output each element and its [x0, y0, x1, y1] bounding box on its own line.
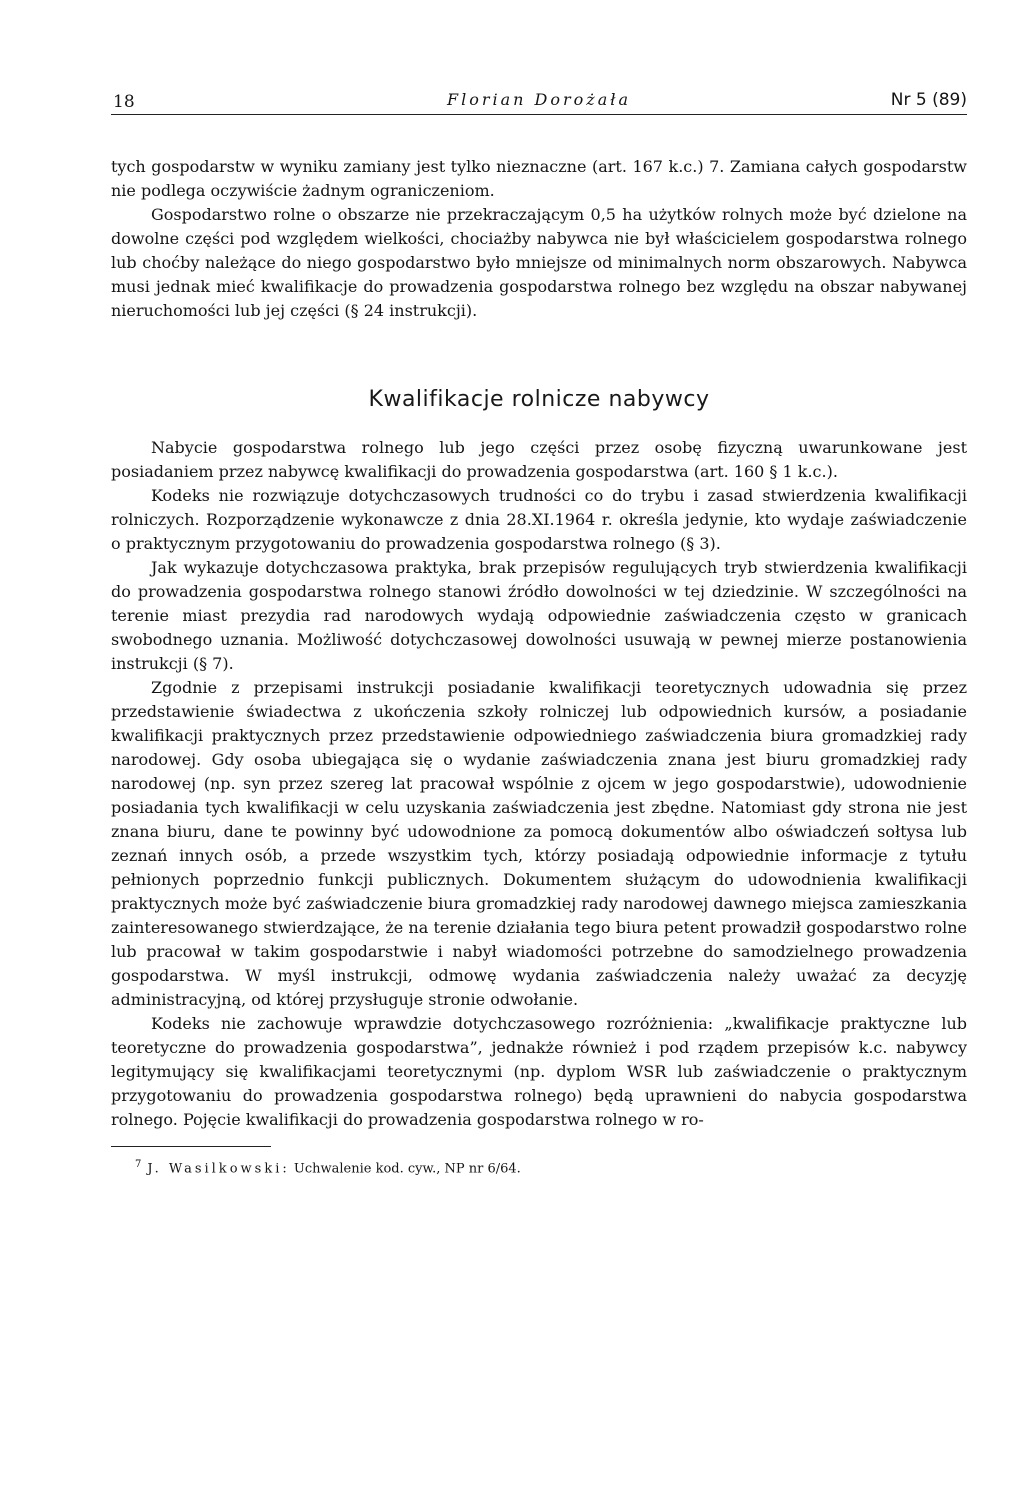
page — [111, 88, 967, 1179]
footnote-author: J. Wasilkowski: — [147, 1161, 290, 1177]
paragraph: Jak wykazuje dotychczasowa praktyka, brak przepisów regulujących tryb stwierdzenia kwalifikacji do prowadzenia gospodarstwa rolnego stanowi źródło dowolności w tej dziedzinie. W szczególności na terenie miast prezydia rad narodowych wydają odpowiednie zaświadczenia często w granicach swobodnego uznania. Możliwość dotychczasowej dowolności usuwają w pewnej mierze postanowienia instrukcji (§ 7). — [111, 558, 967, 673]
footnote-text: Uchwalenie kod. cyw., NP nr 6/64. — [293, 1161, 521, 1177]
running-head — [111, 88, 967, 115]
paragraph: Nabycie gospodarstwa rolnego lub jego części przez osobę fizyczną uwarunkowane jest posiadaniem przez nabywcę kwalifikacji do prowadzenia gospodarstwa (art. 160 § 1 k.c.). — [111, 438, 967, 481]
page-number: 18 — [113, 92, 135, 112]
paragraph: Kodeks nie rozwiązuje dotychczasowych trudności co do trybu i zasad stwierdzenia kwalifikacji rolniczych. Rozporządzenie wykonawcze z dnia 28.XI.1964 r. określa jedynie, kto wydaje zaświadczenie o praktycznym przygotowaniu do prowadzenia gospodarstwa rolnego (§ 3). — [111, 486, 967, 553]
running-head-author: Florian Dorożała — [447, 90, 631, 109]
paragraph: Kodeks nie zachowuje wprawdzie dotychczasowego rozróżnienia: „kwalifikacje praktyczne lub teoretyczne do prowadzenia gospodarstwa”, jednakże również i pod rządem przepisów k.c. nabywcy legitymujący się kwalifikacjami teoretycznymi (np. dyplom WSR lub zaświadczenie o praktycznym przygotowaniu do prowadzenia gospodarstwa rolnego) będą uprawnieni do nabycia gospodarstwa rolnego. Pojęcie kwalifikacji do prowadzenia gospodarstwa rolnego w ro- — [111, 1014, 967, 1129]
paragraph: Zgodnie z przepisami instrukcji posiadanie kwalifikacji teoretycznych udowadnia się przez przedstawienie świadectwa z ukończenia szkoły rolniczej lub odpowiednich kursów, a posiadanie kwalifikacji praktycznych przez przedstawienie odpowiedniego zaświadczenia biura gromadzkiej rady narodowej. Gdy osoba ubiegająca się o wydanie zaświadczenia znana jest biuru gromadzkiej rady narodowej (np. syn przez szereg lat pracował wspólnie z ojcem w jego gospodarstwie), udowodnienie posiadania tych kwalifikacji w celu uzyskania zaświadczenia jest zbędne. Natomiast gdy strona nie jest znana biuru, dane te powinny być udowodnione za pomocą dokumentów albo oświadczeń sołtysa lub zeznań innych osób, a przede wszystkim tych, którzy posiadają odpowiednie informacje z tytułu pełnionych poprzednio funkcji publicznych. Dokumentem służącym do udowodnienia kwalifikacji praktycznych może być zaświadczenie biura gromadzkiej rady narodowej dawnego miejsca zamieszkania zainteresowanego stwierdzające, że na terenie działania tego biura petent prowadził gospodarstwo rolne lub pracował w takim gospodarstwie i nabył wiadomości potrzebne do samodzielnego prowadzenia gospodarstwa. W myśl instrukcji, odmowę wydania zaświadczenia należy uważać za decyzję administracyjną, od której przysługuje stronie odwołanie. — [111, 678, 967, 1009]
paragraph-continued: tych gospodarstw w wyniku zamiany jest tylko nieznaczne (art. 167 k.c.) 7. Zamiana całych gospodarstw nie podlega oczywiście żadnym ograniczeniom. — [111, 157, 967, 200]
issue-number: Nr 5 (89) — [890, 90, 967, 110]
footnote-divider — [111, 1146, 271, 1147]
footnote-marker: 7 — [135, 1159, 142, 1170]
footnote — [135, 1155, 967, 1179]
paragraph: Gospodarstwo rolne o obszarze nie przekraczającym 0,5 ha użytków rolnych może być dzielone na dowolne części pod względem wielkości, chociażby nabywca nie był właścicielem gospodarstwa rolnego lub choćby należące do niego gospodarstwo było mniejsze od minimalnych norm obszarowych. Nabywca musi jednak mieć kwalifikacje do prowadzenia gospodarstwa rolnego bez względu na obszar nabywanej nieruchomości lub jej części (§ 24 instrukcji). — [111, 205, 967, 320]
section-heading: Kwalifikacje rolnicze nabywcy — [368, 387, 710, 412]
